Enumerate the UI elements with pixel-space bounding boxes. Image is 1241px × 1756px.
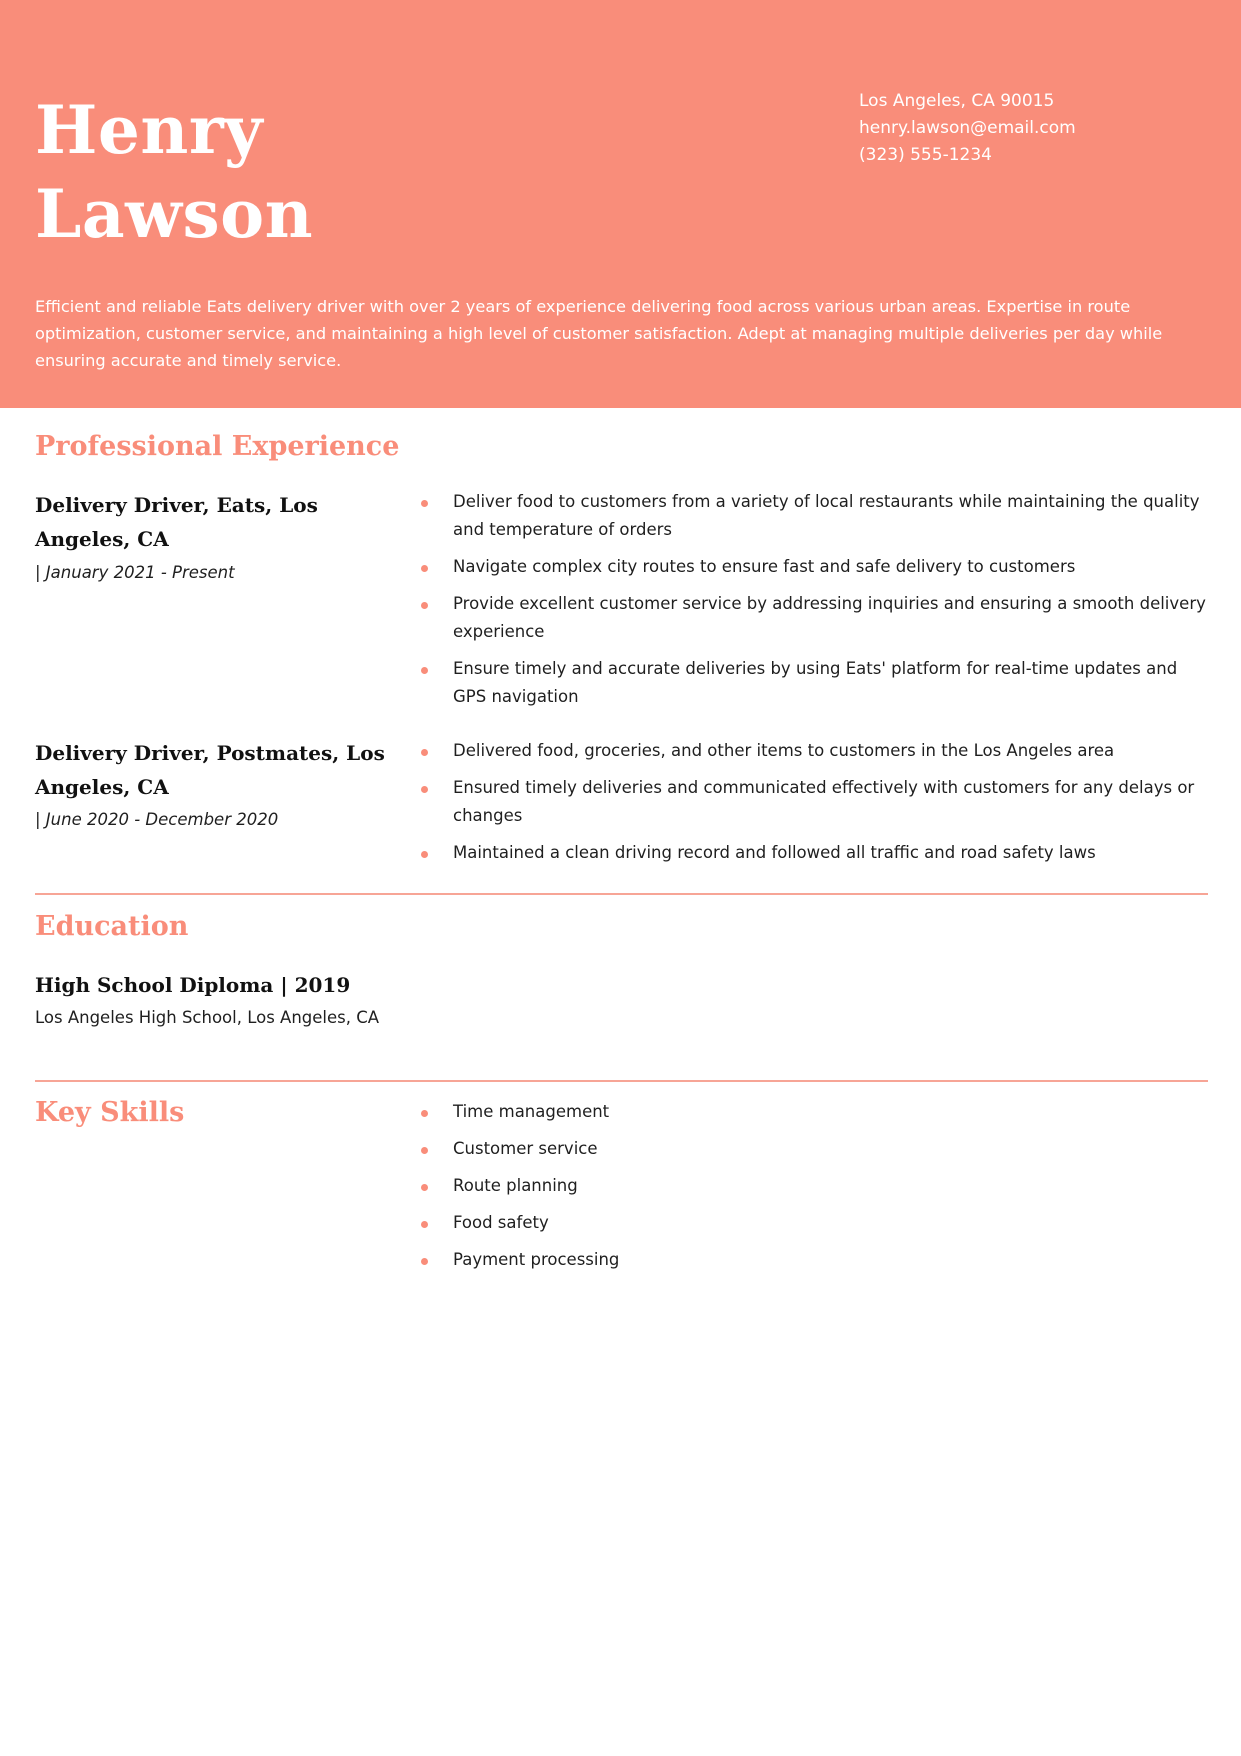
last-name: Lawson <box>35 175 314 253</box>
section-divider <box>35 893 1208 895</box>
first-name: Henry <box>35 91 263 169</box>
experience-section-title: Professional Experience <box>35 431 400 462</box>
list-item: Payment processing <box>420 1246 1210 1274</box>
section-divider <box>35 1080 1208 1082</box>
job-title: Delivery Driver, Eats, Los Angeles, CA <box>35 493 318 551</box>
job-dates: | January 2021 - Present <box>35 563 235 582</box>
list-item: Ensure timely and accurate deliveries by using Eats' platform for real-time updates and GPS navigation <box>420 655 1210 711</box>
list-item: Delivered food, groceries, and other items to customers in the Los Angeles area <box>420 737 1210 765</box>
skills-section-title: Key Skills <box>35 1097 185 1128</box>
job-dates: | June 2020 - December 2020 <box>35 810 279 829</box>
list-item: Food safety <box>420 1209 1210 1237</box>
list-item: Route planning <box>420 1172 1210 1200</box>
contact-email: henry.lawson@email.com <box>859 118 1076 138</box>
list-item: Customer service <box>420 1135 1210 1163</box>
education-school: Los Angeles High School, Los Angeles, CA <box>35 1008 380 1027</box>
list-item: Ensured timely deliveries and communicated effectively with customers for any delays or changes <box>420 774 1210 830</box>
list-item: Provide excellent customer service by addressing inquiries and ensuring a smooth delivery experience <box>420 590 1210 646</box>
resume-header <box>0 0 1241 408</box>
education-degree: High School Diploma | 2019 <box>35 973 351 997</box>
education-section-title: Education <box>35 911 189 942</box>
list-item: Maintained a clean driving record and followed all traffic and road safety laws <box>420 839 1210 867</box>
job-bullets <box>420 488 1210 720</box>
job-bullets <box>420 737 1210 876</box>
list-item: Deliver food to customers from a variety of local restaurants while maintaining the quality and temperature of orders <box>420 488 1210 544</box>
skills-list <box>420 1098 1210 1283</box>
professional-summary: Efficient and reliable Eats delivery driver with over 2 years of experience delivering food across various urban areas. Expertise in route optimization, customer service, and maintaining a high level of customer satisfaction. Adept at managing multiple deliveries per day while ensuring accurate and timely service. <box>35 297 1163 370</box>
list-item: Navigate complex city routes to ensure fast and safe delivery to customers <box>420 553 1210 581</box>
contact-phone: (323) 555-1234 <box>859 145 992 165</box>
candidate-name <box>35 88 313 256</box>
contact-info <box>859 88 1076 169</box>
list-item: Time management <box>420 1098 1210 1126</box>
job-title: Delivery Driver, Postmates, Los Angeles, CA <box>35 741 385 799</box>
contact-location: Los Angeles, CA 90015 <box>859 91 1055 111</box>
